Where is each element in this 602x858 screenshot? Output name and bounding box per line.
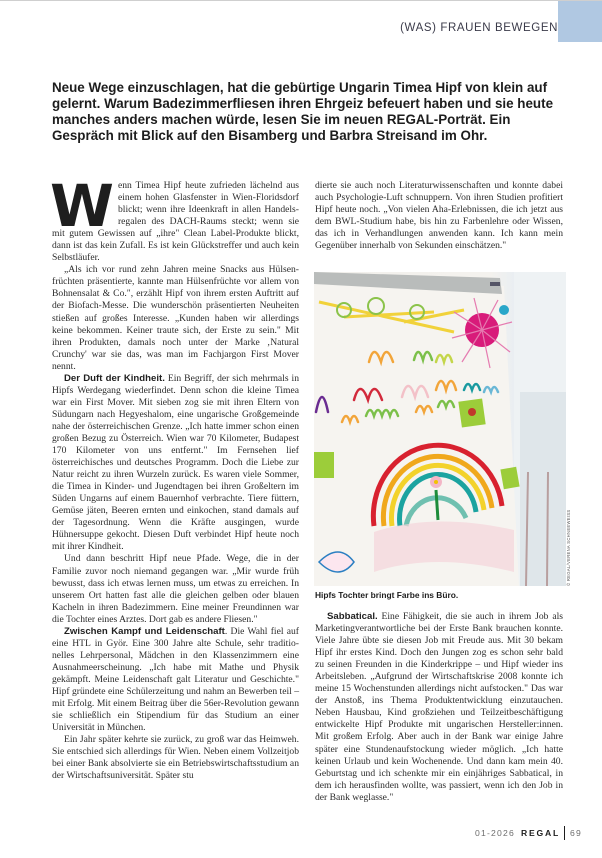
paragraph-text: Ein Begriff, der sich mehrmals in Hipfs Werdegang wiederfindet. Denn schon die kleine Timea war ein First Mover. Mit sieben zog sie mit ihren Eltern von Südungarn nach Hegyeshalom, eine ungarische Großgemeinde nahe der österreichischen Grenze. „Ich hatte immer schon einen großen Bezug zu Österreich. Wien war 70 Kilometer, Budapest 170 Kilometer von uns entfernt." Im Fernsehen lief österreichisches und deutsches Programm. Doch die Liebe zur Natur reicht zu ihren Wurzeln zurück. Es waren viele Sommer, die Timea in Kinder- und Jugendtagen bei ihren Großeltern im Süden Ungarns auf einem Bauernhof verbrachte. Tiere füttern, Gemüse jäten, Beeren ernten und einkochen, stand damals auf der Tagesordnung. Wenn die Kräfte ausgingen, wurde Hühnersuppe gekocht. Diesen Duft verbindet Hipf heute noch mit ihrer Kindheit. <box>52 372 300 553</box>
section-color-tab <box>558 1 602 42</box>
photo-credit: © REGAL/VERENA SCHNEEWEISS <box>566 509 571 586</box>
magazine-brand: REGAL <box>520 828 561 838</box>
paragraph <box>315 611 563 804</box>
section-label: (WAS) FRAUEN BEWEGEN <box>400 22 558 34</box>
article-column-right-bottom <box>315 611 563 804</box>
paragraph-text: Eine Fähigkeit, die sie auch in ihrem Job als Marketingverantwortliche bei der Erste Bank brauchen konnte. Viele Jahre übte sie diesen Job mit Freude aus. Mit 30 bekam Hipf ihr erstes Kind. Doch den Jungen zog es schon sehr bald zu seinen Freunden in die Kinderkrippe – und Hipf wieder ins Arbeitsleben. „Aufgrund der Wirtschaftskrise 2008 konnte ich meine 15 Wochenstunden allerdings nicht aufstocken." Das war der Anstoß, ins Thema Produktentwicklung einzutauchen. Neben Hausbau, Kind großziehen und Teilzeitbeschäftigung entwickelte Hipf Produkte mit ungarischen Hersteller:innen. Mit großem Erfolg. Aber auch in der Bank war einige Jahre später eine Stundenaufstockung wieder möglich. „Ich hatte keinen Urlaub und kein Wochenende. Und dann kam mein 40. Geburtstag und ich schenkte mir ein einjähriges Sabbatical, in dem ich herausfinden wollte, was passiert, wenn ich den Job in der Bank weglasse." <box>315 611 563 803</box>
paragraph <box>52 626 299 734</box>
issue-number: 01-2026 <box>475 828 515 838</box>
page-number: 69 <box>570 828 582 838</box>
article-column-left <box>50 172 300 782</box>
paragraph-text: enn Timea Hipf heute zufrieden lächelnd aus einem hohen Glasfenster in Wien-Floridsdorf blickt; wenn ihre Ideenkraft in allen Handelsregalen des DACH-Raums steckt; wenn sie mit gutem Gewissen auf „ihre" Clean Label-Produkte blickt, dann ist das kein Zufall. Es ist kein Glückstreffer und auch kein Selbstläufer. <box>52 180 299 264</box>
footer-divider <box>564 826 565 840</box>
article-lead: Neue Wege einzuschlagen, hat die gebürtige Ungarin Timea Hipf von klein auf gelernt. Warum Badezimmerfliesen ihren Ehrgeiz befeuert haben und sie heute manches anders machen würde, lesen Sie im neuen REGAL-Porträt. Ein Gespräch mit Blick auf den Bisamberg und Barbra Streisand im Ohr. <box>52 80 554 143</box>
photo-illustration <box>314 272 566 586</box>
paragraph: Ein Jahr später kehrte sie zurück, zu groß war das Heimweh. Sie entschied sich allerdings für Wien. Neben einem Vollzeitjob bei einer Bank absolvierte sie ein Betriebswirtschaftsstudium an der Wirtschaftsuniversität. Später stu <box>52 734 299 782</box>
subheading-kindheit: Der Duft der Kindheit. <box>64 372 165 384</box>
photo-caption: Hipfs Tochter bringt Farbe ins Büro. <box>315 590 459 600</box>
paragraph-text: . Die Wahl fiel auf eine HTL in Györ. Eine 300 Jahre alte Schule, sehr traditionelles Lehrpersonal, Mädchen in den Klassenzimmern eine Ausnahmeerscheinung. „Ich habe mit Mathe und Physik gekämpft. Meine Leidenschaft galt Literatur und Geschichte." Hipf gründete eine Schülerzeitung und nahm an Bewerben teil – mit Erfolg. Mit einem Beitrag über die 56er-Revolution gewann sie schließlich ein Stipendium für das Studium an einer Universität in München. <box>52 625 299 734</box>
paragraph: Und dann beschritt Hipf neue Pfade. Wege, die in der Familie zuvor noch niemand gegangen war. „Mir wurde früh bewusst, dass ich etwas lernen muss, um etwas zu erreichen. In unserem Ort hatten fast alle die gleichen gelben oder blauen Kacheln in ihren Badezimmern. Eine meiner Freundinnen war die Tochter eines Arztes. Dort gab es andere Fliesen." <box>52 553 299 625</box>
page-footer <box>475 826 582 840</box>
top-rule <box>0 0 602 1</box>
paragraph-intro <box>50 172 299 264</box>
paragraph: dierte sie auch noch Literaturwissenschaften und konnte dabei auch Psychologie-Luft schnuppern. Von ihren Studien profitiert Hipf heute noch. „Von vielen Aha-Erlebnissen, die ich jetzt aus dem BWL-Studium habe, bis hin zu Farbenlehre oder Wissen, das ich in Verhandlungen anwenden kann. Ich kann mein Gegenüber innerhalb von Sekunden einschätzen." <box>315 180 563 252</box>
subheading-sabbatical: Sabbatical. <box>327 611 378 622</box>
paragraph: „Als ich vor rund zehn Jahren meine Snacks aus Hülsenfrüchten präsentierte, kannte man Hülsenfrüchte vor allem von Bohnensalat & Co.", erzählt Hipf von ihrem ersten Auftritt auf der Biofach-Messe. Die wunderschön präsentierten Neuheiten stießen auf großes Interesse. „Kunden haben wir allerdings keine bekommen. Keiner traute sich, der Erste zu sein." Mit ihren Produkten, damals noch unter der Marke ‚Natural Crunchy' war sie das, was man im Fachjargon First Mover nennt. <box>52 264 299 372</box>
article-column-right-top <box>315 180 563 252</box>
photo-flipchart-drawings <box>314 272 566 586</box>
paragraph <box>52 373 299 554</box>
drop-cap: W <box>50 172 112 240</box>
subheading-kampf: Zwischen Kampf und Leidenschaft <box>64 625 225 637</box>
